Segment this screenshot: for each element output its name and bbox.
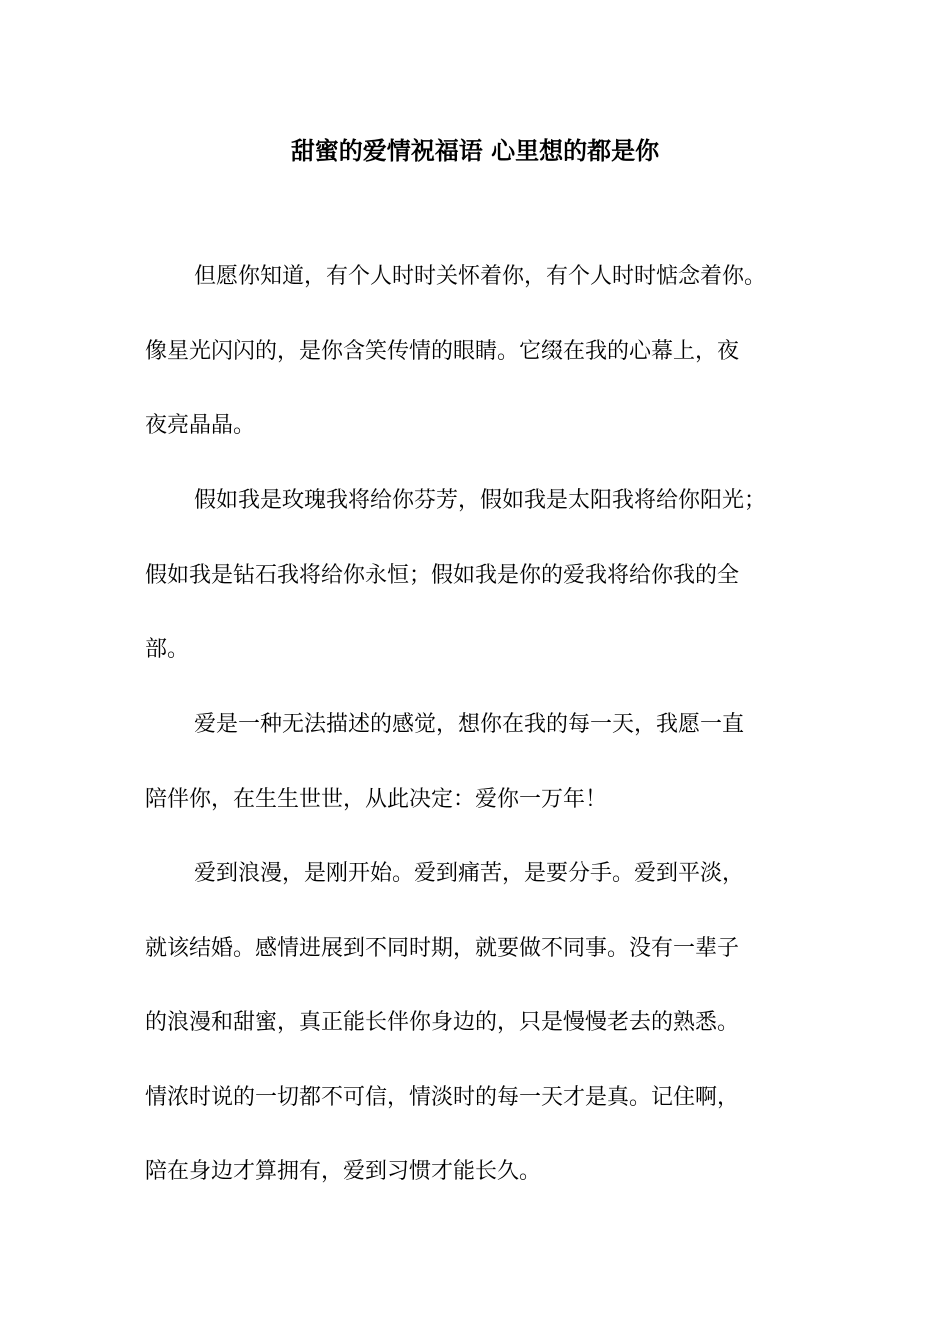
paragraph-4-line-3: 的浪漫和甜蜜，真正能长伴你身边的，只是慢慢老去的熟悉。 (145, 1010, 740, 1035)
document-title: 甜蜜的爱情祝福语 心里想的都是你 (290, 136, 660, 165)
paragraph-4-line-1: 爱到浪漫，是刚开始。爱到痛苦，是要分手。爱到平淡， (194, 861, 745, 886)
paragraph-2-line-2: 假如我是钻石我将给你永恒；假如我是你的爱我将给你我的全 (145, 563, 740, 588)
paragraph-4-line-2: 就该结婚。感情进展到不同时期，就要做不同事。没有一辈子 (145, 936, 740, 961)
paragraph-1-line-3: 夜亮晶晶。 (145, 413, 256, 438)
paragraph-3-line-2: 陪伴你，在生生世世，从此决定：爱你一万年！ (145, 787, 608, 812)
paragraph-2-line-1: 假如我是玫瑰我将给你芬芳，假如我是太阳我将给你阳光； (194, 488, 767, 513)
paragraph-2-line-3: 部。 (145, 637, 190, 662)
paragraph-1-line-1: 但愿你知道，有个人时时关怀着你，有个人时时惦念着你。 (194, 264, 767, 289)
paragraph-1-line-2: 像星光闪闪的，是你含笑传情的眼睛。它缀在我的心幕上，夜 (145, 339, 740, 364)
paragraph-4-line-5: 陪在身边才算拥有，爱到习惯才能长久。 (145, 1159, 542, 1184)
paragraph-4-line-4: 情浓时说的一切都不可信，情淡时的每一天才是真。记住啊， (145, 1085, 740, 1110)
paragraph-3-line-1: 爱是一种无法描述的感觉，想你在我的每一天，我愿一直 (194, 712, 745, 737)
